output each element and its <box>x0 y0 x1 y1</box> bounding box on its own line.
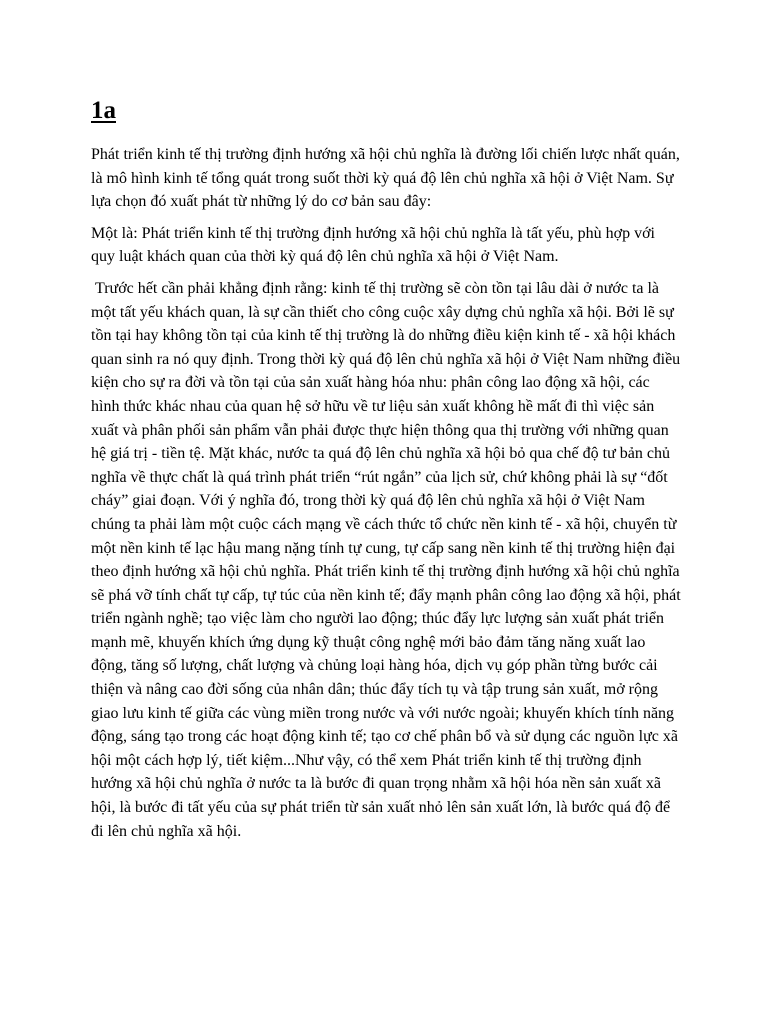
first-reason-paragraph: Một là: Phát triển kinh tế thị trường định hướng xã hội chủ nghĩa là tất yếu, phù hợp với quy luật khách quan của thời kỳ quá độ lên chủ nghĩa xã hội ở Việt Nam. <box>91 224 655 266</box>
intro-paragraph: Phát triển kinh tế thị trường định hướng xã hội chủ nghĩa là đường lối chiến lược nhất quán, là mô hình kinh tế tổng quát trong suốt thời kỳ quá độ lên chủ nghĩa xã hội ở Việt Nam. Sự lựa chọn đó xuất phát từ những lý do cơ bản sau đây: <box>91 146 680 211</box>
section-heading: 1a <box>91 97 116 124</box>
explanation-paragraph: Trước hết cần phải khẳng định rằng: kinh tế thị trường sẽ còn tồn tại lâu dài ở nước ta là một tất yếu khách quan, là sự cần thiết cho công cuộc xây dựng chủ nghĩa xã hội. Bởi lẽ sự tồn tại hay không tồn tại của kinh tế thị trường là do những điều kiện kinh tế - xã hội khách quan sinh ra nó quy định. Trong thời kỳ quá độ lên chủ nghĩa xã hội ở Việt Nam những điều kiện cho sự ra đời và tồn tại của sản xuất hàng hóa nhu: phân công lao động xã hội, các hình thức khác nhau của quan hệ sở hữu về tư liệu sản xuất không hề mất đi thì việc sản xuất và phân phối sản phẩm vẫn phải được thực hiện thông qua thị trường với những quan hệ giá trị - tiền tệ. Mặt khác, nước ta quá độ lên chủ nghĩa xã hội bỏ qua chế độ tư bản chủ nghĩa về thực chất là quá trình phát triển “rút ngắn” của lịch sử, chứ không phải là sự “đốt cháy” giai đoạn. Với ý nghĩa đó, trong thời kỳ quá độ lên chủ nghĩa xã hội ở Việt Nam chúng ta phải làm một cuộc cách mạng về cách thức tổ chức nền kinh tế - xã hội, chuyển từ một nền kinh tế lạc hậu mang nặng tính tự cung, tự cấp sang nền kinh tế thị trường hiện đại theo định hướng xã hội chủ nghĩa. Phát triển kinh tế thị trường định hướng xã hội chủ nghĩa sẽ phá vỡ tính chất tự cấp, tự túc của nền kinh tế; đẩy mạnh phân công lao động xã hội, phát triển ngành nghề; tạo việc làm cho người lao động; thúc đẩy lực lượng sản xuất phát triển mạnh mẽ, khuyến khích ứng dụng kỹ thuật công nghệ mới bảo đảm tăng năng xuất lao động, tăng số lượng, chất lượng và chủng loại hàng hóa, dịch vụ góp phần từng bước cải thiện và nâng cao đời sống của nhân dân; thúc đẩy tích tụ và tập trung sản xuất, mở rộng giao lưu kinh tế giữa các vùng miền trong nước và với nước ngoài; khuyến khích tính năng động, sáng tạo trong các hoạt động kinh tế; tạo cơ chế phân bổ và sử dụng các nguồn lực xã hội một cách hợp lý, tiết kiệm...Như vậy, có thể xem Phát triển kinh tế thị trường định hướng xã hội chủ nghĩa ở nước ta là bước đi quan trọng nhằm xã hội hóa nền sản xuất xã hội, là bước đi tất yếu của sự phát triển từ sản xuất nhỏ lên sản xuất lớn, là bước quá độ để đi lên chủ nghĩa xã hội. <box>91 279 685 840</box>
